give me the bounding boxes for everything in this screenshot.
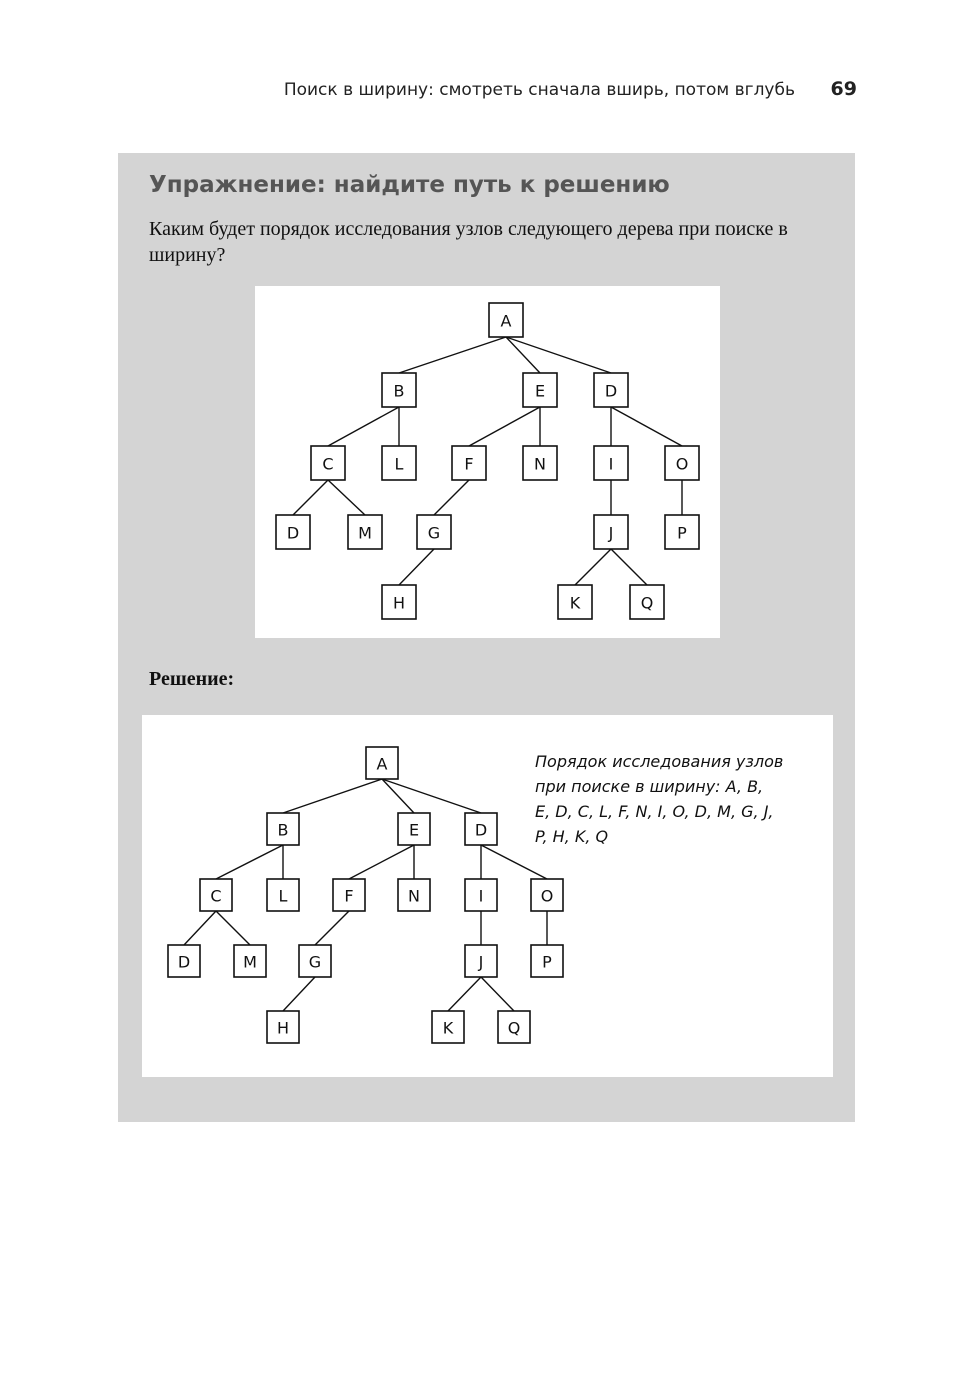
tree-edge-a-d [382,779,481,813]
tree-node-l [382,446,416,480]
tree-edge-e-f [469,407,540,446]
tree-edge-g-h [283,977,315,1011]
page-number: 69 [830,78,857,100]
tree-node-l [267,879,299,911]
tree-edge-a-b [283,779,382,813]
tree-node-g [299,945,331,977]
tree-node-e [523,373,557,407]
tree-node-d [594,373,628,407]
tree-edge-b-c [216,845,283,879]
tree-node-label: A [376,754,388,774]
answer-line: E, D, C, L, F, N, I, O, D, M, G, J, [535,802,774,821]
tree-node-d [465,813,497,845]
tree-node-q [630,585,664,619]
tree-edge-a-b [399,337,506,373]
tree-node-label: P [542,952,552,972]
question-tree-diagram [255,286,720,638]
tree-node-label: M [243,952,257,972]
tree-node-k [558,585,592,619]
tree-node-label: H [392,593,406,613]
tree-node-label: D [604,381,618,401]
tree-node-e [398,813,430,845]
tree-edge-c-d [293,480,328,515]
tree-node-n [523,446,557,480]
tree-node-label: C [322,454,334,474]
tree-node-n [398,879,430,911]
tree-edge-c-m [216,911,250,945]
tree-node-label: O [540,886,554,906]
tree-node-label: M [358,523,372,543]
tree-node-f [452,446,486,480]
exercise-question: Каким будет порядок исследования узлов следующего дерева при поиске в ширину? [149,218,788,266]
tree-node-k [432,1011,464,1043]
tree-node-d [168,945,200,977]
question-tree-panel [255,286,720,638]
tree-node-c [311,446,345,480]
tree-node-label: Q [640,593,654,613]
tree-node-label: O [675,454,689,474]
tree-node-a [366,747,398,779]
tree-edge-j-k [575,549,611,585]
answer-line: P, H, K, Q [535,827,609,846]
tree-node-m [348,515,382,549]
tree-node-label: A [500,311,512,331]
tree-node-label: K [569,593,581,613]
tree-edge-d-o [611,407,682,446]
tree-node-label: B [393,381,405,401]
tree-edge-j-q [481,977,514,1011]
tree-edge-j-q [611,549,647,585]
tree-node-label: Q [507,1018,521,1038]
tree-node-label: H [276,1018,290,1038]
answer-note [535,749,825,849]
tree-node-h [382,585,416,619]
solution-label: Решение: [149,668,235,690]
tree-node-a [489,303,523,337]
tree-node-label: N [534,454,546,474]
tree-node-label: E [534,381,546,401]
running-title: Поиск в ширину: смотреть сначала вширь, потом вглубь [283,80,795,100]
tree-edge-f-g [315,911,349,945]
tree-node-b [382,373,416,407]
solution-tree-panel [142,715,833,1077]
tree-node-label: L [394,454,404,474]
tree-node-j [465,945,497,977]
tree-edge-g-h [399,549,434,585]
answer-line: при поиске в ширину: A, B, [535,777,764,796]
tree-node-f [333,879,365,911]
tree-node-o [531,879,563,911]
tree-edge-a-d [506,337,611,373]
tree-node-j [594,515,628,549]
tree-edge-e-f [349,845,414,879]
tree-node-o [665,446,699,480]
tree-node-g [417,515,451,549]
running-head [0,80,975,104]
tree-node-p [665,515,699,549]
tree-node-label: C [210,886,222,906]
tree-node-label: I [608,454,614,474]
tree-node-h [267,1011,299,1043]
tree-node-b [267,813,299,845]
tree-node-label: J [478,952,484,972]
tree-edge-c-d [184,911,216,945]
tree-node-label: I [478,886,484,906]
tree-node-label: P [677,523,687,543]
tree-node-label: D [474,820,488,840]
tree-edge-d-o [481,845,547,879]
tree-node-c [200,879,232,911]
tree-node-d [276,515,310,549]
tree-node-label: F [344,886,354,906]
tree-edge-f-g [434,480,469,515]
tree-node-label: B [277,820,289,840]
tree-node-i [594,446,628,480]
tree-edge-b-c [328,407,399,446]
tree-node-label: K [442,1018,454,1038]
exercise-box [118,153,855,1122]
tree-node-m [234,945,266,977]
tree-node-label: N [408,886,420,906]
tree-edge-j-k [448,977,481,1011]
tree-node-label: G [427,523,441,543]
tree-node-label: E [408,820,420,840]
exercise-title: Упражнение: найдите путь к решению [149,172,670,198]
tree-edge-c-m [328,480,365,515]
tree-node-label: J [608,523,614,543]
tree-node-label: L [278,886,288,906]
tree-node-q [498,1011,530,1043]
tree-node-i [465,879,497,911]
tree-node-label: F [464,454,474,474]
tree-node-p [531,945,563,977]
tree-node-label: G [308,952,322,972]
tree-node-label: D [177,952,191,972]
tree-node-label: D [286,523,300,543]
answer-line: Порядок исследования узлов [535,752,784,771]
